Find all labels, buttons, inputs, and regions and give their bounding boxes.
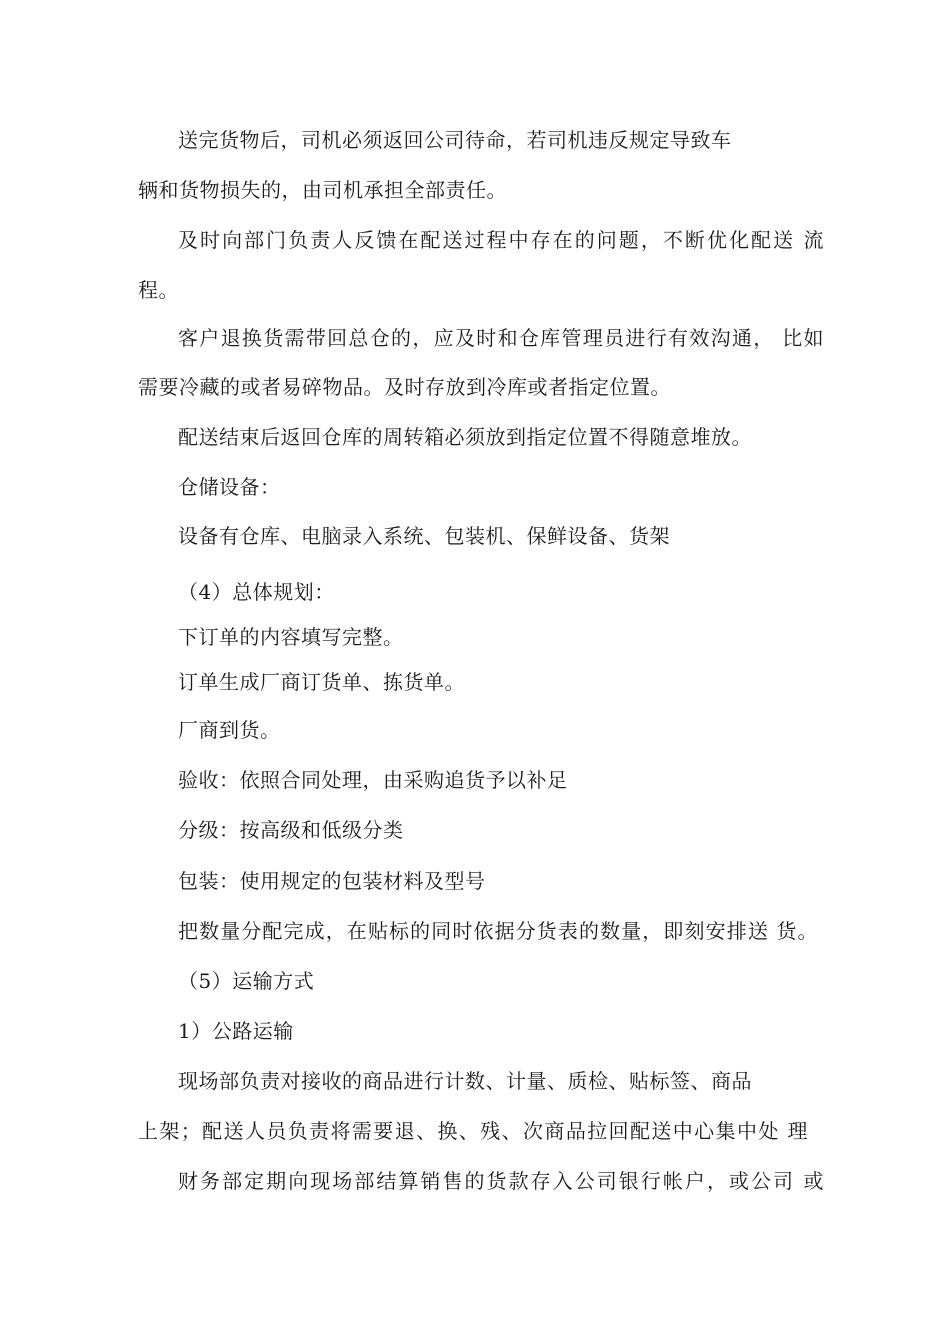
text-line: 送完货物后，司机必须返回公司待命，若司机违反规定导致车 [178, 128, 732, 152]
subsection-heading: 1）公路运输 [178, 1019, 294, 1043]
text-line: 订单生成厂商订货单、拣货单。 [178, 670, 465, 694]
text-line: 财务部定期向现场部结算销售的货款存入公司银行帐户，或公司 或 [178, 1169, 824, 1193]
text-line: 配送结束后返回仓库的周转箱必须放到指定位置不得随意堆放。 [178, 425, 752, 449]
text-line: 设备有仓库、电脑录入系统、包装机、保鲜设备、货架 [178, 524, 670, 548]
text-line: 客户退换货需带回总仓的，应及时和仓库管理员进行有效沟通， 比如 [178, 326, 824, 350]
text-line: 程。 [138, 278, 179, 302]
text-line: 上架；配送人员负责将需要退、换、残、次商品拉回配送中心集中处 理 [138, 1119, 808, 1143]
text-line: 把数量分配完成，在贴标的同时依据分货表的数量，即刻安排送 货。 [178, 919, 818, 943]
text-line: 及时向部门负责人反馈在配送过程中存在的问题，不断优化配送 流 [178, 228, 824, 252]
text-line: 需要冷藏的或者易碎物品。及时存放到冷库或者指定位置。 [138, 375, 671, 399]
text-line: 分级：按高级和低级分类 [178, 818, 404, 842]
section-heading: （4）总体规划： [178, 580, 335, 604]
section-heading: （5）运输方式 [178, 969, 315, 993]
text-line: 包装：使用规定的包装材料及型号 [178, 869, 486, 893]
text-line: 验收：依照合同处理，由采购追货予以补足 [178, 768, 568, 792]
text-line: 辆和货物损失的，由司机承担全部责任。 [138, 178, 507, 202]
text-line: 现场部负责对接收的商品进行计数、计量、质检、贴标签、商品 [178, 1069, 752, 1093]
text-line: 仓储设备： [178, 475, 281, 499]
text-line: 厂商到货。 [178, 718, 281, 742]
text-line: 下订单的内容填写完整。 [178, 625, 404, 649]
